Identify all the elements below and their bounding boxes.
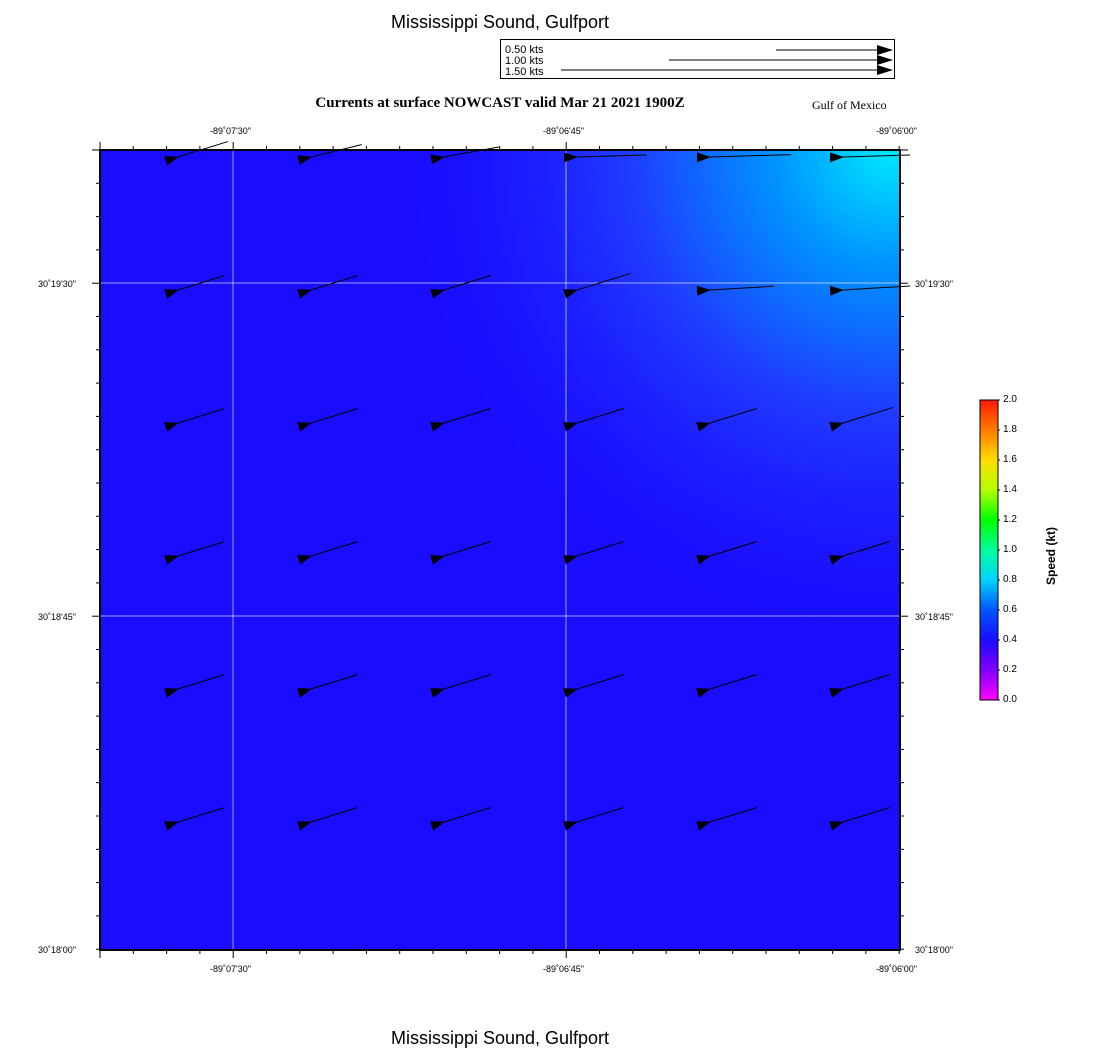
lon-label-top-1: -89˚07'30" [210,126,251,136]
lat-label-right-1: 30˚19'30" [915,279,953,289]
speed-field-highlight [100,150,900,950]
colorbar-title: Speed (kt) [1044,526,1058,585]
colorbar-tick-label: 0.6 [1003,604,1017,615]
colorbar-ramp [978,398,1000,702]
lon-label-bottom-1: -89˚07'30" [210,964,251,974]
lat-label-right-3: 30˚18'00" [915,945,953,955]
colorbar-tick-label: 1.6 [1003,454,1017,465]
lon-label-bottom-3: -89˚06'00" [876,964,917,974]
colorbar [978,398,1000,702]
map-title-top: Mississippi Sound, Gulfport [390,12,610,32]
lat-label-left-3: 30˚18'00" [38,945,76,955]
lon-label-top-3: -89˚06'00" [876,126,917,136]
region-label: Gulf of Mexico [812,98,887,112]
current-map[interactable] [90,140,910,960]
lat-label-right-2: 30˚18'45" [915,612,953,622]
colorbar-tick-label: 2.0 [1003,394,1017,405]
colorbar-tick-label: 1.8 [1003,424,1017,435]
colorbar-tick-label: 1.4 [1003,484,1017,495]
colorbar-tick-label: 1.2 [1003,514,1017,525]
lat-label-left-2: 30˚18'45" [38,612,76,622]
scale-arrows [501,40,894,78]
scale-label-100: 1.00 kts [505,55,544,67]
lon-label-top-2: -89˚06'45" [543,126,584,136]
lon-label-bottom-2: -89˚06'45" [543,964,584,974]
scale-label-150: 1.50 kts [505,66,544,78]
colorbar-tick-label: 1.0 [1003,544,1017,555]
map-subtitle: Currents at surface NOWCAST valid Mar 21 2021 1900Z [315,95,685,111]
scale-label-050: 0.50 kts [505,44,544,56]
colorbar-tick-label: 0.8 [1003,574,1017,585]
colorbar-tick-label: 0.4 [1003,634,1017,645]
colorbar-tick-label: 0.2 [1003,664,1017,675]
colorbar-tick-label: 0.0 [1003,694,1017,705]
map-title-bottom: Mississippi Sound, Gulfport [390,1028,610,1048]
vector-scale-legend [500,39,895,79]
lat-label-left-1: 30˚19'30" [38,279,76,289]
